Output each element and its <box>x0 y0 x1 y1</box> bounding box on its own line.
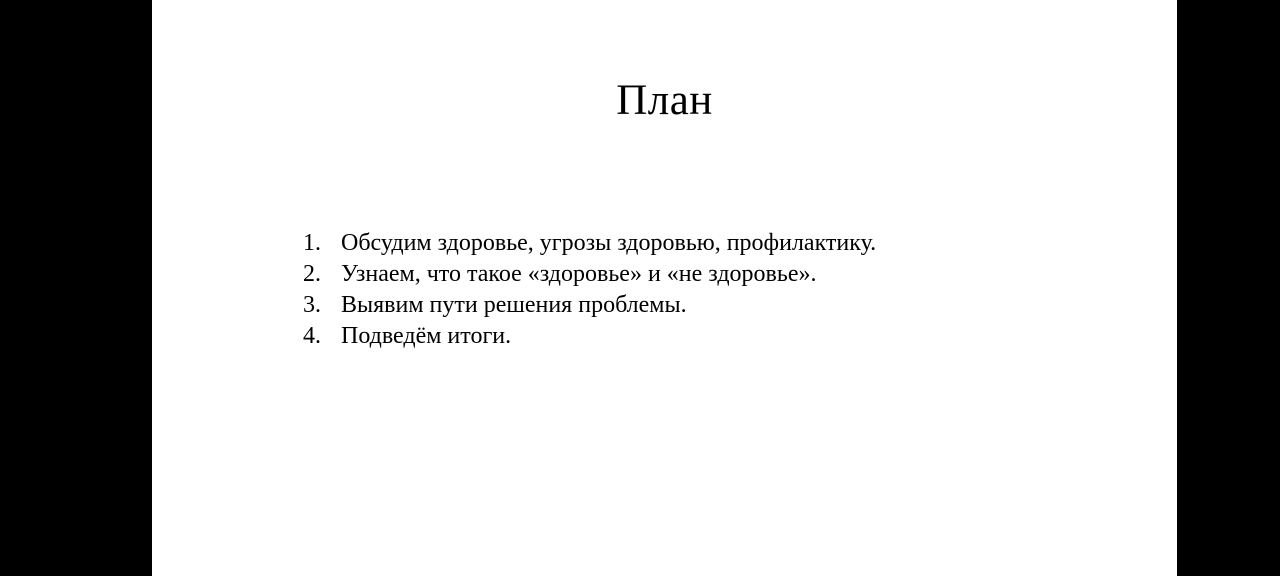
list-item <box>303 259 1103 290</box>
slide-title: План <box>616 77 713 124</box>
list-item <box>303 228 1103 259</box>
list-item <box>303 321 1103 352</box>
list-item <box>303 290 1103 321</box>
list-item-text: Выявим пути решения проблемы. <box>341 292 687 318</box>
list-item-text: Обсудим здоровье, угрозы здоровью, профилактику. <box>341 230 877 256</box>
list-item-text: Подведём итоги. <box>341 323 512 349</box>
list-item-number: 2. <box>303 261 321 287</box>
list-item-number: 1. <box>303 230 321 256</box>
plan-list <box>303 228 1103 352</box>
list-item-text: Узнаем, что такое «здоровье» и «не здоровье». <box>341 261 817 287</box>
list-item-number: 3. <box>303 292 321 318</box>
list-item-number: 4. <box>303 323 321 349</box>
presentation-slide <box>152 0 1177 576</box>
